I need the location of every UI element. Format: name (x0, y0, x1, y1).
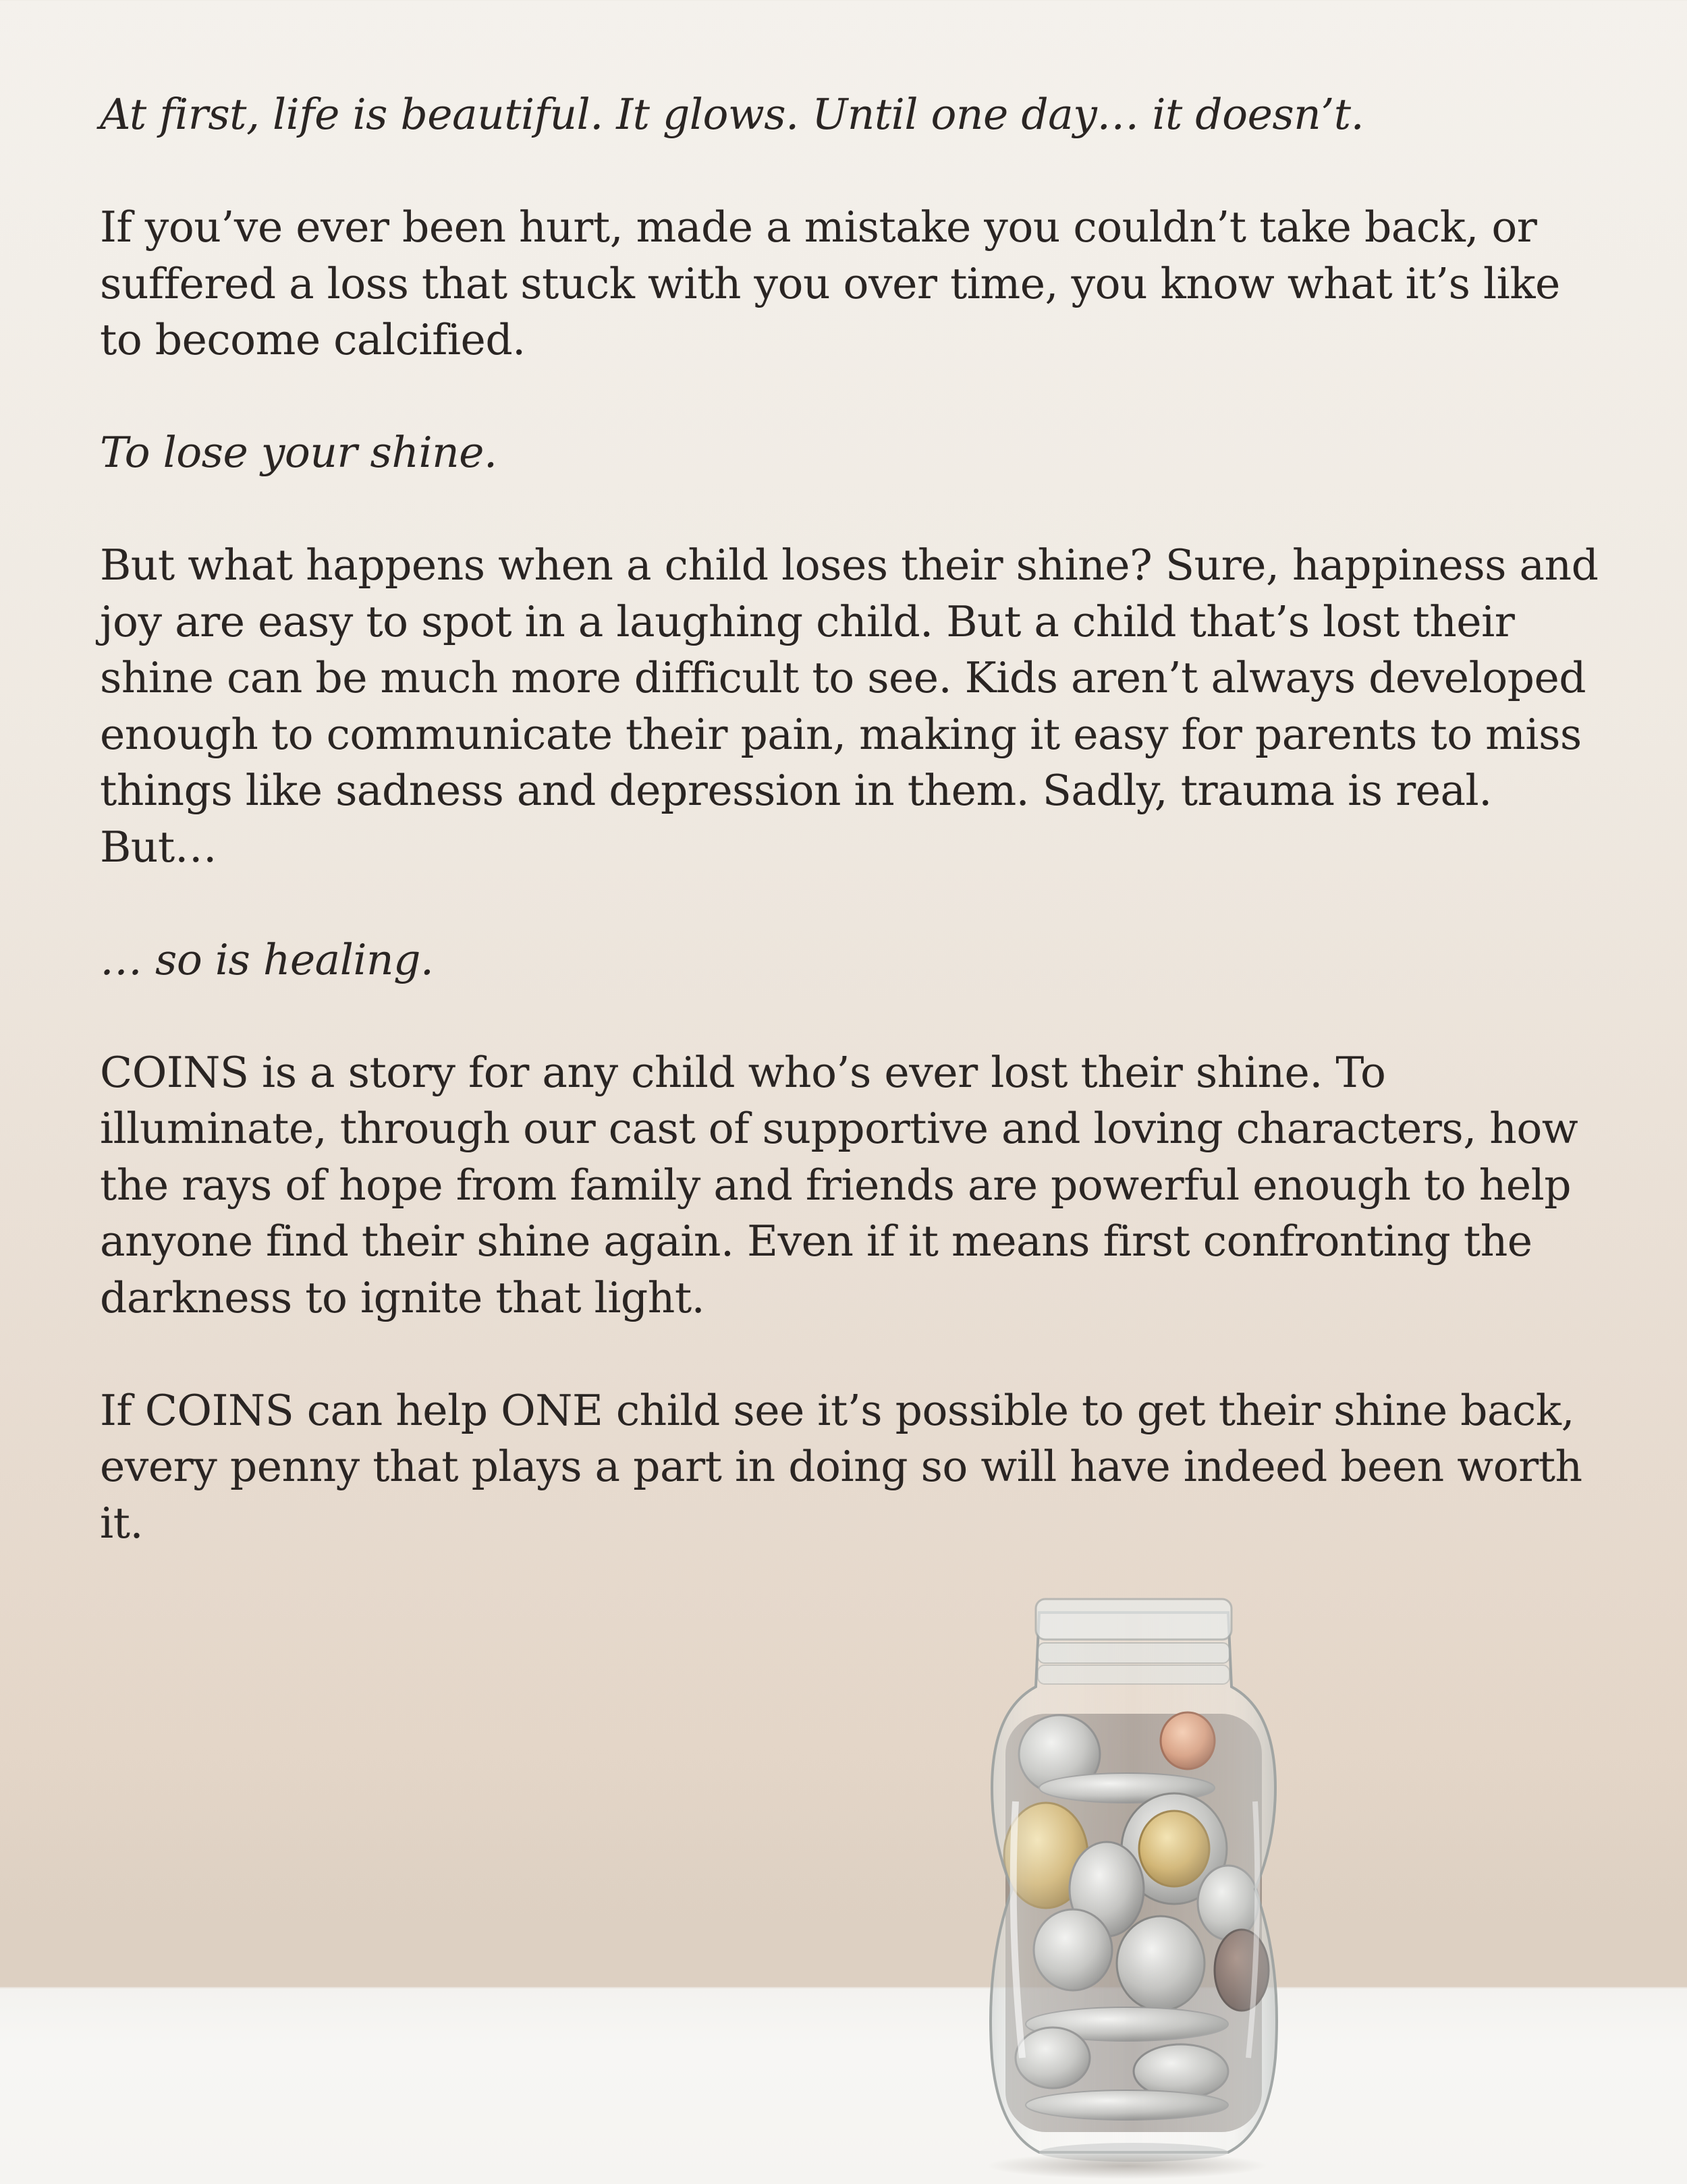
tabletop (0, 1987, 1687, 2184)
coin-jar-icon (958, 1586, 1309, 2179)
paragraph-opening: At first, life is beautiful. It glows. Until one day… it doesn’t. (100, 90, 1364, 139)
jar-shadow (985, 2152, 1269, 2179)
paragraph-closing: If COINS can help ONE child see it’s possible to get their shine back, every penny that plays a part in doing so will have indeed been worth it. (100, 1385, 1582, 1548)
paragraph-coins-story: COINS is a story for any child who’s ever lost their shine. To illuminate, through our cast of supportive and loving characters, how the rays of hope from family and friends are powerful enough to help anyone find their shine again. Even if it means first confronting the darkness to ignite that light. (100, 1047, 1578, 1322)
paragraph-hurt: If you’ve ever been hurt, made a mistake you couldn’t take back, or suffered a loss that stuck with you over time, you know what it’s like to become calcified. (100, 202, 1560, 364)
text-block (100, 86, 1611, 1608)
paragraph-child: But what happens when a child loses their shine? Sure, happiness and joy are easy to spot in a laughing child. But a child that’s lost their shine can be much more difficult to see. Kids aren’t always developed enough to communicate their pain, making it easy for parents to miss things like sadness and depression in them. Sadly, trauma is real. But… (100, 540, 1599, 872)
jar-body (991, 1613, 1277, 2152)
coin-jar-graphic (958, 1586, 1309, 2179)
paragraph-healing: … so is healing. (100, 934, 434, 984)
paragraph-lose-shine: To lose your shine. (100, 428, 497, 477)
